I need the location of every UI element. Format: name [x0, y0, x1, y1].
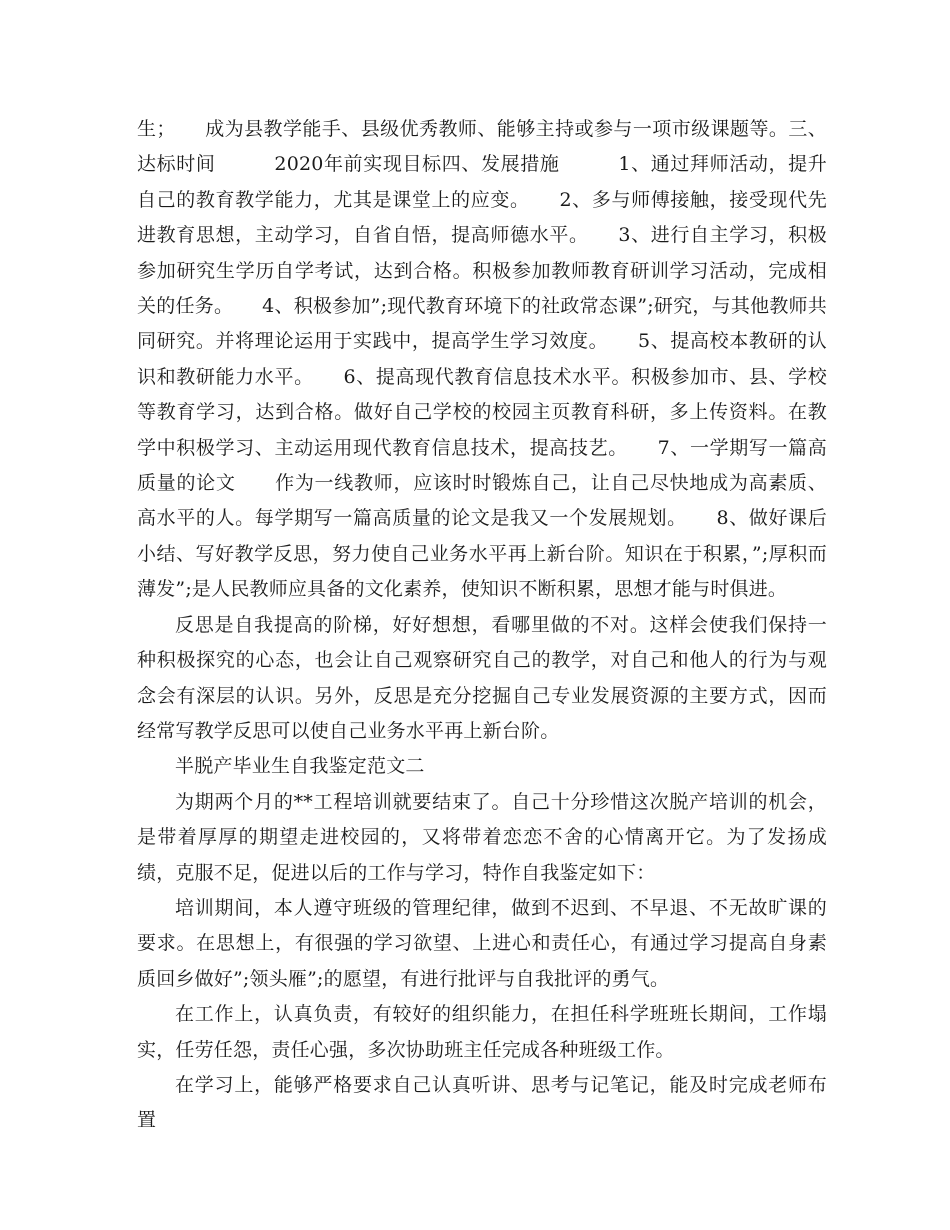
paragraph-training-period: 培训期间，本人遵守班级的管理纪律，做到不迟到、不早退、不无故旷课的要求。在思想上，有很强的学习欲望、上进心和责任心，有通过学习提高自身素质回乡做好”;领头雁”;的愿望，有进行批评与自我批评的勇气。 [137, 896, 827, 990]
section-heading: 半脱产毕业生自我鉴定范文二 [175, 755, 425, 778]
paragraph-study: 在学习上，能够严格要求自己认真听讲、思考与记笔记，能及时完成老师布置 [137, 1073, 827, 1132]
paragraph-development-measures: 生； 成为县教学能手、县级优秀教师、能够主持或参与一项市级课题等。三、达标时间 2020年前实现目标四、发展措施 1、通过拜师活动，提升自己的教育教学能力，尤其是课堂上的应变。 2、多与师傅接触，接受现代先进教育思想，主动学习，自省自悟，提高师德水平。 3、进行自主学习，积极参加研究生学历自学考试，达到合格。积极参加教师教育研训学习活动，完成相关的任务。 4、积极参加”;现代教育环境下的社政常态课”;研究，与其他教师共同研究。并将理论运用于实践中，提高学生学习效度。 5、提高校本教研的认识和教研能力水平。 6、提高现代教育信息技术水平。积极参加市、县、学校等教育学习，达到合格。做好自己学校的校园主页教育科研，多上传资料。在教学中积极学习、主动运用现代教育信息技术，提高技艺。 7、一学期写一篇高质量的论文 作为一线教师，应该时时锻炼自己，让自己尽快地成为高素质、高水平的人。每学期写一篇高质量的论文是我又一个发展规划。 8、做好课后小结、写好教学反思，努力使自己业务水平再上新台阶。知识在于积累，”;厚积而薄发”;是人民教师应具备的文化素养，使知识不断积累，思想才能与时俱进。 [137, 118, 827, 601]
paragraph-work: 在工作上，认真负责，有较好的组织能力，在担任科学班班长期间，工作塌实，任劳任怨，责任心强，多次协助班主任完成各种班级工作。 [137, 1003, 827, 1061]
document-body [137, 112, 827, 1139]
paragraph-reflection: 反思是自我提高的阶梯，好好想想，看哪里做的不对。这样会使我们保持一种积极探究的心态，也会让自己观察研究自己的教学，对自己和他人的行为与观念会有深层的认识。另外，反思是充分挖掘自己专业发展资源的主要方式，因而经常写教学反思可以使自己业务水平再上新台阶。 [137, 613, 827, 742]
paragraph-intro: 为期两个月的**工程培训就要结束了。自己十分珍惜这次脱产培训的机会，是带着厚厚的期望走进校园的，又将带着恋恋不舍的心情离开它。为了发扬成绩，克服不足，促进以后的工作与学习，特作自我鉴定如下： [137, 790, 827, 884]
